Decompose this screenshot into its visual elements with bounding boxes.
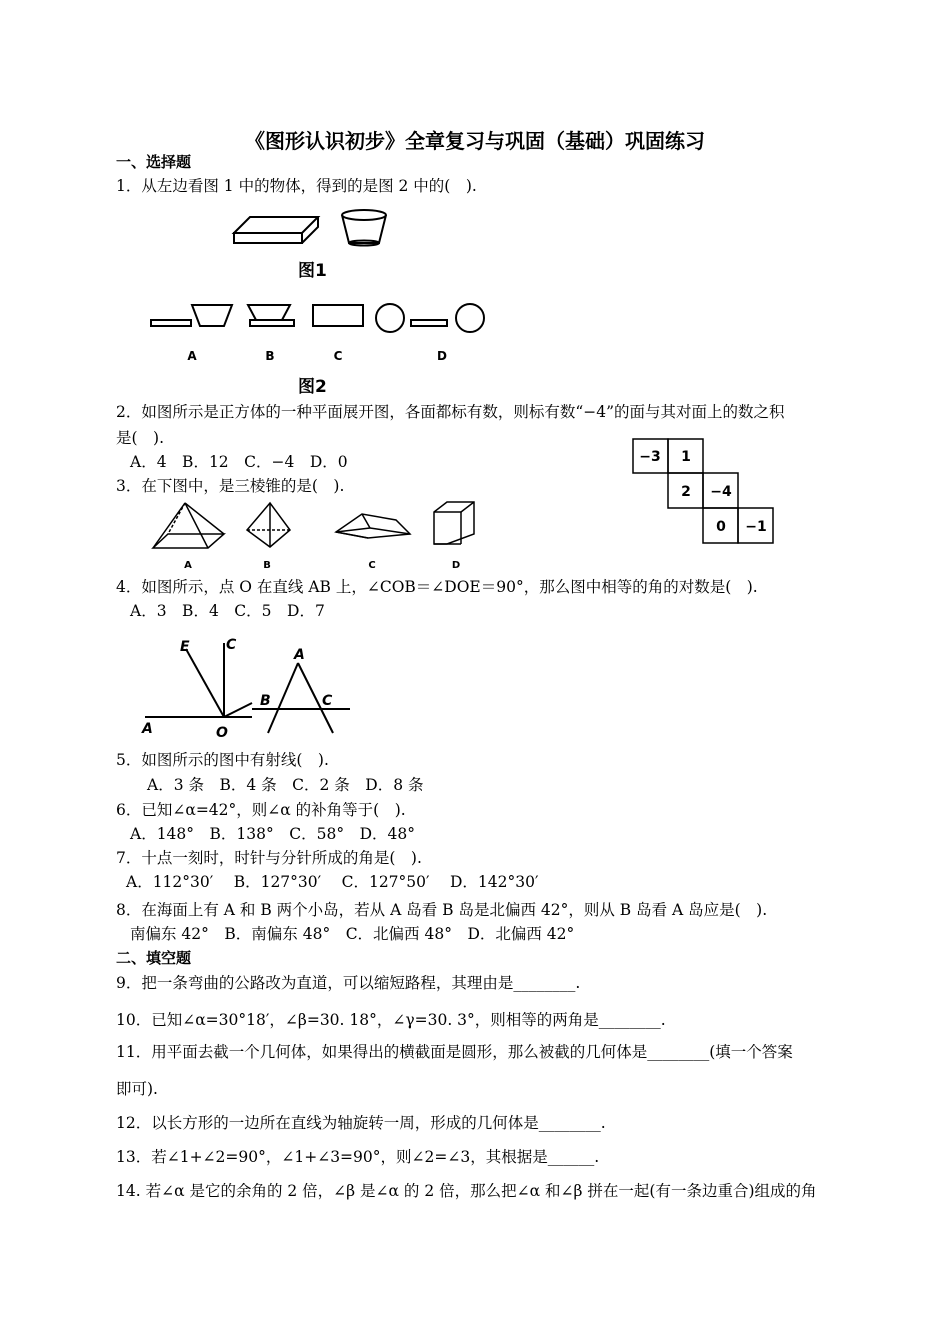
question-14: 14. 若∠α 是它的余角的 2 倍，∠β 是∠α 的 2 倍，那么把∠α 和∠β 拼在一起(有一条边重合)组成的角 (116, 1182, 817, 1200)
question-3: 3．在下图中，是三棱锥的是( ). (116, 477, 345, 495)
question-13: 13．若∠1+∠2=90°，∠1+∠3=90°，则∠2=∠3，其根据是______. (116, 1148, 600, 1166)
q5-label-c: C (322, 693, 333, 709)
question-7-options: A．112°30′ B．127°30′ C．127°50′ D．142°30′ (126, 873, 539, 891)
q4-label-c: C (226, 637, 237, 653)
question-10: 10．已知∠α=30°18′，∠β=30. 18°，∠γ=30. 3°，则相等的两角是________. (116, 1011, 666, 1029)
section-choice-heading: 一、选择题 (116, 153, 192, 171)
fig2-option-a: A (187, 349, 197, 363)
q3-option-b: B (263, 560, 271, 571)
q4-label-o: O (216, 725, 228, 741)
question-4-5-figures (140, 635, 360, 745)
question-2-line-1: 2．如图所示是正方体的一种平面展开图，各面都标有数，则标有数“−4”的面与其对面上的数之积 (116, 403, 785, 421)
question-4-options: A．3 B．4 C．5 D．7 (130, 602, 325, 620)
fig2-option-c: C (333, 349, 343, 363)
question-4: 4．如图所示，点 O 在直线 AB 上，∠COB＝∠DOE＝90°，那么图中相等的角的对数是( ). (116, 578, 758, 596)
question-7: 7．十点一刻时，时针与分针所成的角是( ). (116, 849, 422, 867)
q3-option-c: C (368, 560, 376, 571)
question-12: 12．以长方形的一边所在直线为轴旋转一周，形成的几何体是________. (116, 1114, 606, 1132)
question-1: 1．从左边看图 1 中的物体，得到的是图 2 中的( ). (116, 177, 477, 195)
question-8-options: 南偏东 42° B．南偏东 48° C．北偏西 48° D．北偏西 42° (130, 925, 575, 943)
net-cell-4: −4 (710, 484, 732, 500)
net-cell-2: 1 (681, 449, 691, 465)
fig2-option-d: D (437, 349, 447, 363)
section-fill-heading: 二、填空题 (116, 949, 192, 967)
q5-label-b: B (260, 693, 271, 709)
question-5-options: A．3 条 B．4 条 C．2 条 D．8 条 (147, 776, 424, 794)
figure-2-label: 图2 (298, 377, 327, 397)
question-11-line-2: 即可). (116, 1080, 158, 1098)
net-cell-6: −1 (745, 519, 767, 535)
fig2-option-b: B (265, 349, 275, 363)
question-6-options: A．148° B．138° C．58° D．48° (130, 825, 415, 843)
q5-label-a: A (294, 647, 305, 663)
figure-1-label: 图1 (298, 261, 327, 281)
q3-option-a: A (184, 560, 192, 571)
question-2-options: A．4 B．12 C．−4 D．0 (130, 453, 348, 471)
question-5: 5．如图所示的图中有射线( ). (116, 751, 329, 769)
net-cell-1: −3 (639, 449, 661, 465)
figure-1-objects (230, 205, 400, 250)
q3-option-d: D (451, 560, 461, 571)
question-3-solids (150, 500, 485, 572)
page-title: 《图形认识初步》全章复习与巩固（基础）巩固练习 (245, 129, 705, 153)
cube-net-figure (631, 437, 776, 545)
question-6: 6．已知∠α=42°，则∠α 的补角等于( ). (116, 801, 406, 819)
question-2-line-2: 是( ). (116, 429, 165, 447)
question-8: 8．在海面上有 A 和 B 两个小岛，若从 A 岛看 B 岛是北偏西 42°，则从 B 岛看 A 岛应是( ). (116, 901, 768, 919)
question-9: 9．把一条弯曲的公路改为直道，可以缩短路程，其理由是________. (116, 974, 581, 992)
question-11-line-1: 11．用平面去截一个几何体，如果得出的横截面是圆形，那么被截的几何体是________(填一个答案 (116, 1043, 793, 1061)
q4-label-e: E (180, 639, 190, 655)
net-cell-3: 2 (681, 484, 691, 500)
q4-label-a: A (142, 721, 153, 737)
figure-2-options (148, 302, 493, 364)
net-cell-5: 0 (716, 519, 726, 535)
